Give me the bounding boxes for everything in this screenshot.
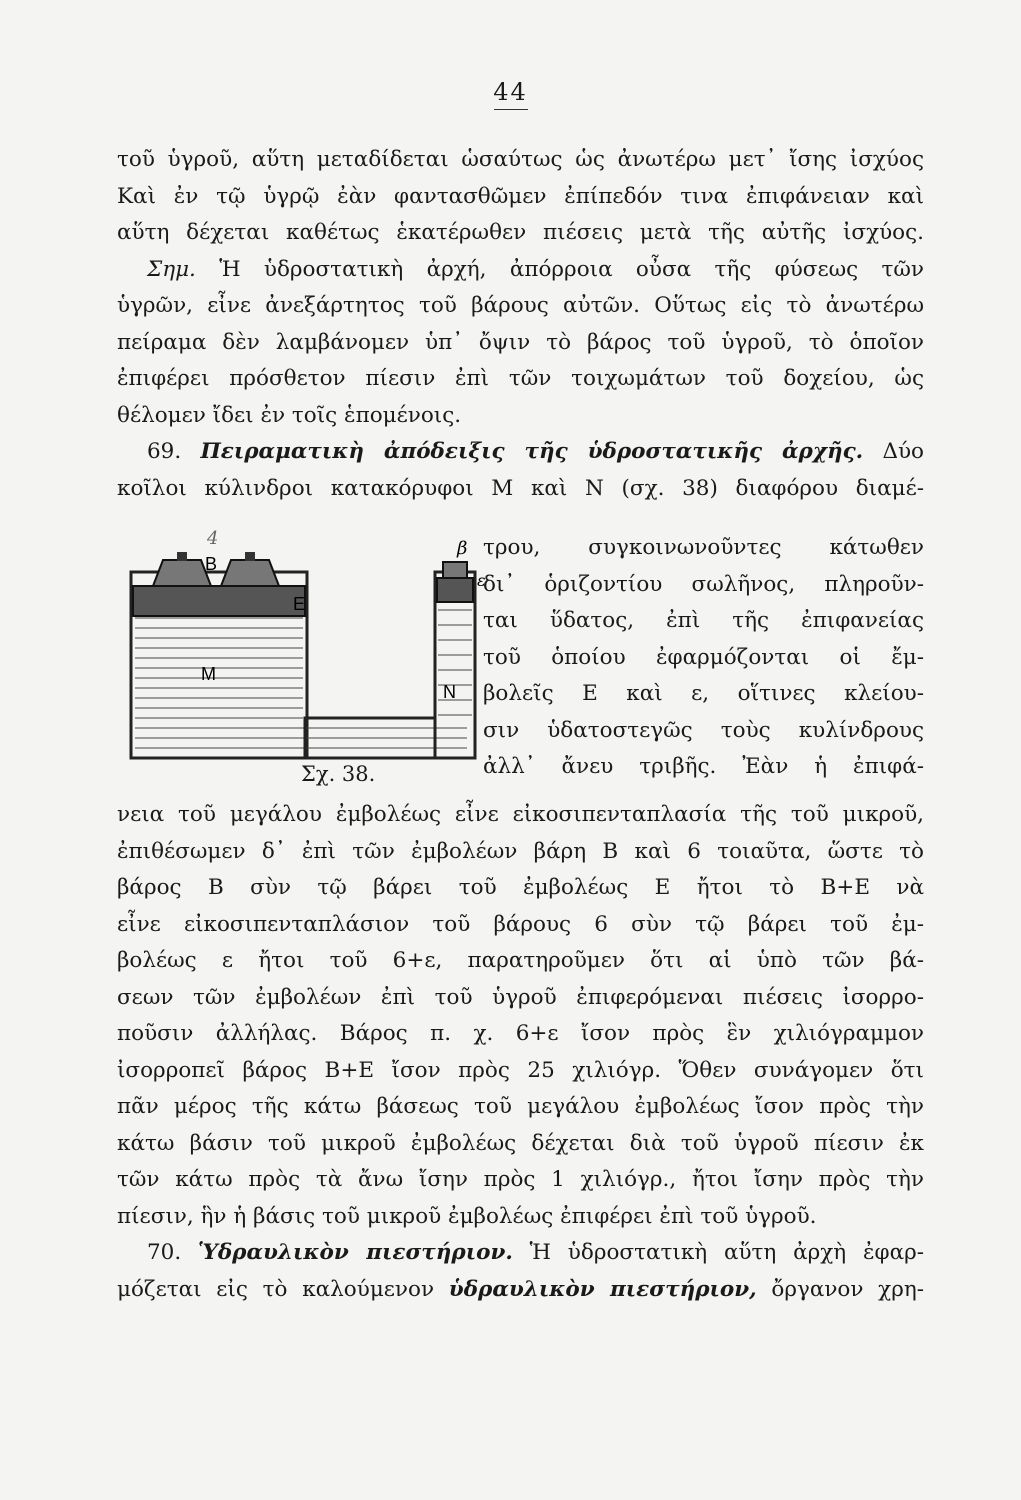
weight-handle (177, 552, 187, 561)
text-line: τοῦ ὑγροῦ, αὕτη μεταδίδεται ὡσαύτως ὡς ἀνωτέρω μετ᾽ ἴσης ἰσχύος (117, 147, 924, 172)
text-line: κοῖλοι κύλινδροι κατακόρυφοι Μ καὶ Ν (σχ. 38) διαφόρου διαμέ- (117, 475, 924, 501)
text-line: ἐπιθέσωμεν δ᾽ ἐπὶ τῶν ἐμβολέων βάρη Β καὶ 6 τοιαῦτα, ὥστε τὸ (117, 838, 924, 864)
text-line: μόζεται εἰς τὸ καλούμενον ὑδραυλικὸν πιεστήριον, ὄργανον χρη- (117, 1276, 924, 1302)
paragraph-top (117, 142, 924, 507)
label-N: N (443, 682, 456, 702)
weight-handle (245, 552, 255, 561)
paragraph-beside-figure (483, 530, 924, 786)
note-label: Σημ. (147, 256, 196, 282)
text-line: θέλομεν ἴδει ἐν τοῖς ἑπομένοις. (117, 402, 462, 428)
text-line: τρου, συγκοινωνοῦντες κάτωθεν (483, 535, 924, 560)
note-line: Σημ. Ἡ ὑδροστατικὴ ἀρχή, ἀπόρροια οὖσα τῆς φύσεως τῶν (147, 256, 924, 282)
text-line: σεων τῶν ἐμβολέων ἐπὶ τοῦ ὑγροῦ ἐπιφερόμεναι πιέσεις ἰσορρο- (117, 984, 924, 1010)
figure-38-communicating-cylinders (117, 530, 489, 765)
text-line: νεια τοῦ μεγάλου ἐμβολέως εἶνε εἰκοσιπενταπλασία τῆς τοῦ μικροῦ, (117, 802, 924, 827)
text-line: σιν ὑδατοστεγῶς τοὺς κυλίνδρους (483, 717, 924, 743)
text-line: πείραμα δὲν λαμβάνομεν ὑπ᾽ ὄψιν τὸ βάρος τοῦ ὑγροῦ, τὸ ὁποῖον (117, 329, 924, 355)
section-title: Πειραματικὴ ἀπόδειξις τῆς ὑδροστατικῆς ἀρχῆς. (200, 439, 864, 464)
section-number: 70. (147, 1240, 182, 1265)
term-italic: ὑδραυλικὸν πιεστήριον, (448, 1276, 757, 1302)
text-line: ἰσορροπεῖ βάρος Β+Ε ἴσον πρὸς 25 χιλιόγρ. Ὅθεν συνάγομεν ὅτι (117, 1057, 924, 1083)
label-M: M (201, 664, 216, 684)
text-line: ἀλλ᾽ ἄνευ τριβῆς. Ἐὰν ἡ ἐπιφά- (483, 754, 924, 779)
text-line: βάρος Β σὺν τῷ βάρει τοῦ ἐμβολέως Ε ἤτοι τὸ Β+Ε νὰ (117, 875, 924, 900)
text-line: δι᾽ ὁριζοντίου σωλῆνος, πληροῦν- (483, 571, 924, 597)
text-line: αὕτη δέχεται καθέτως ἑκατέρωθεν πιέσεις μετὰ τῆς αὐτῆς ἰσχύος. (117, 220, 924, 245)
large-piston (133, 586, 305, 616)
water-hatching (135, 618, 467, 748)
figure-caption: Σχ. 38. (301, 762, 376, 786)
text-line: τοῦ ὁποίου ἐφαρμόζονται οἱ ἔμ- (483, 644, 924, 670)
text-line: πίεσιν, ἣν ἡ βάσις τοῦ μικροῦ ἐμβολέως ἐπιφέρει ἐπὶ τοῦ ὑγροῦ. (117, 1203, 817, 1229)
text-line: ὑγρῶν, εἶνε ἀνεξάρτητος τοῦ βάρους αὐτῶν. Οὕτως εἰς τὸ ἀνωτέρω (117, 293, 924, 318)
text-line: βολέως ε ἤτοι τοῦ 6+ε, παρατηροῦμεν ὅτι αἱ ὑπὸ τῶν βά- (117, 948, 924, 973)
weight-block-left (153, 560, 211, 586)
text-line: τῶν κάτω πρὸς τὰ ἄνω ἴσην πρὸς 1 χιλιόγρ., ἤτοι ἴσην πρὸς τὴν (117, 1167, 924, 1192)
label-E: E (293, 594, 306, 614)
paragraph-bottom (117, 797, 924, 1308)
label-B: B (205, 554, 218, 574)
text-line: ποῦσιν ἀλλήλας. Βάρος π. χ. 6+ε ἴσον πρὸς ἓν χιλιόγραμμον (117, 1021, 924, 1046)
label-beta: β (457, 538, 468, 559)
handwritten-mark: 4 (207, 530, 219, 549)
section-title: Ὑδραυλικὸν πιεστήριον. (198, 1240, 513, 1265)
small-weight (443, 562, 467, 578)
section-number: 69. (147, 439, 182, 464)
small-piston (437, 578, 473, 602)
text-line: κάτω βάσιν τοῦ μικροῦ ἐμβολέως δέχεται διὰ τοῦ ὑγροῦ πίεσιν ἐκ (117, 1130, 924, 1156)
text-line: Καὶ ἐν τῷ ὑγρῷ ἐὰν φαντασθῶμεν ἐπίπεδόν τινα ἐπιφάνειαν καὶ (117, 183, 924, 209)
text-line: εἶνε εἰκοσιπενταπλάσιον τοῦ βάρους 6 σὺν τῷ βάρει τοῦ ἐμ- (117, 911, 924, 937)
text-line: ἐπιφέρει πρόσθετον πίεσιν ἐπὶ τῶν τοιχωμάτων τοῦ δοχείου, ὡς (117, 366, 924, 391)
weight-block-right (221, 560, 279, 586)
section-69-heading: 69. Πειραματικὴ ἀπόδειξις τῆς ὑδροστατικῆς ἀρχῆς. Δύο (147, 439, 924, 464)
section-70-heading: 70. Ὑδραυλικὸν πιεστήριον. Ἡ ὑδροστατικὴ αὕτη ἀρχὴ ἐφαρ- (147, 1240, 924, 1265)
label-epsilon: ε (477, 571, 486, 590)
text-line: ται ὕδατος, ἐπὶ τῆς ἐπιφανείας (483, 608, 924, 633)
page-number: 44 (0, 78, 1021, 110)
text-line: πᾶν μέρος τῆς κάτω βάσεως τοῦ μεγάλου ἐμβολέως ἴσον πρὸς τὴν (117, 1094, 924, 1119)
text-line: βολεῖς Ε καὶ ε, οἵτινες κλείου- (483, 681, 924, 706)
